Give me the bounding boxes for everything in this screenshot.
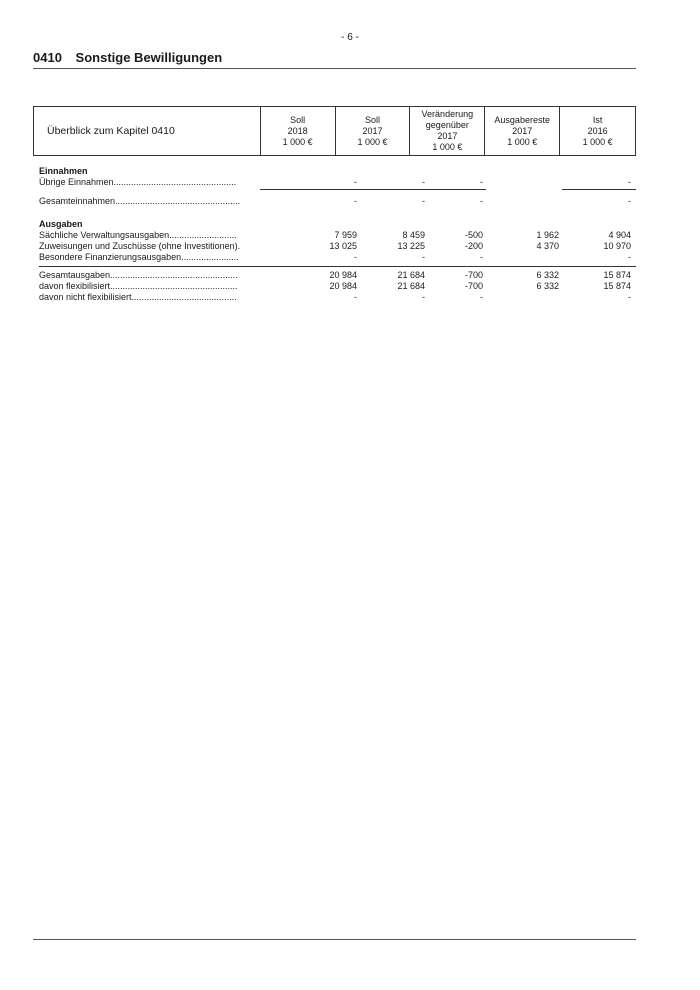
section-heading-einnahmen: Einnahmen bbox=[39, 166, 88, 176]
column-header-ausgabereste: Ausgabereste 2017 1 000 € bbox=[485, 107, 560, 155]
cell-value: -700 bbox=[464, 270, 483, 280]
cell-value: 6 332 bbox=[536, 281, 559, 291]
cell-value: 13 225 bbox=[397, 241, 425, 251]
table-row bbox=[39, 292, 636, 303]
chapter-number: 0410 bbox=[33, 50, 62, 65]
cell-value: - bbox=[422, 196, 425, 206]
cell-value: - bbox=[480, 292, 483, 302]
cell-value: - bbox=[480, 252, 483, 262]
cell-value: 21 684 bbox=[397, 270, 425, 280]
cell-value: - bbox=[422, 292, 425, 302]
cell-value: - bbox=[354, 252, 357, 262]
cell-value: 4 904 bbox=[608, 230, 631, 240]
cell-value: - bbox=[422, 177, 425, 187]
cell-value: - bbox=[628, 292, 631, 302]
overview-label: Überblick zum Kapitel 0410 bbox=[34, 107, 261, 155]
column-header-soll-2017: Soll 2017 1 000 € bbox=[336, 107, 411, 155]
cell-value: - bbox=[628, 252, 631, 262]
column-header-ist-2016: Ist 2016 1 000 € bbox=[582, 114, 613, 147]
row-label: davon nicht flexibilisiert.......................................... bbox=[39, 292, 237, 302]
cell-value: -500 bbox=[464, 230, 483, 240]
cell-value: 6 332 bbox=[536, 270, 559, 280]
cell-value: 20 984 bbox=[329, 270, 357, 280]
row-label: Zuweisungen und Zuschüsse (ohne Investitionen). bbox=[39, 241, 241, 251]
table-row bbox=[39, 230, 636, 241]
row-label: Besondere Finanzierungsausgaben....................... bbox=[39, 252, 239, 262]
footer-divider bbox=[33, 939, 636, 940]
cell-value: 15 874 bbox=[603, 281, 631, 291]
cell-value: 13 025 bbox=[329, 241, 357, 251]
table-row-total bbox=[39, 196, 636, 207]
chapter-name: Sonstige Bewilligungen bbox=[75, 50, 223, 65]
cell-value: -700 bbox=[464, 281, 483, 291]
cell-value: - bbox=[422, 252, 425, 262]
row-label: Sächliche Verwaltungsausgaben........................... bbox=[39, 230, 237, 240]
cell-value: - bbox=[354, 292, 357, 302]
table-row bbox=[39, 281, 636, 292]
row-label: Gesamteinnahmen.................................................. bbox=[39, 196, 241, 206]
overview-table-header bbox=[33, 106, 636, 156]
section-heading-ausgaben: Ausgaben bbox=[39, 219, 83, 229]
table-row bbox=[39, 252, 636, 263]
table-row bbox=[39, 241, 636, 252]
cell-value: -200 bbox=[464, 241, 483, 251]
cell-value: 10 970 bbox=[603, 241, 631, 251]
cell-value: 8 459 bbox=[402, 230, 425, 240]
row-label: davon flexibilisiert................................................... bbox=[39, 281, 238, 291]
divider bbox=[39, 266, 636, 267]
cell-value: 20 984 bbox=[329, 281, 357, 291]
cell-value: - bbox=[628, 177, 631, 187]
cell-value: 21 684 bbox=[397, 281, 425, 291]
cell-value: - bbox=[354, 196, 357, 206]
divider bbox=[260, 189, 486, 190]
row-label: Übrige Einnahmen................................................. bbox=[39, 177, 237, 187]
column-header-soll-2018: Soll 2018 1 000 € bbox=[261, 107, 336, 155]
cell-value: - bbox=[480, 177, 483, 187]
chapter-title bbox=[33, 50, 636, 69]
table-row bbox=[39, 177, 636, 188]
cell-value: 4 370 bbox=[536, 241, 559, 251]
cell-value: - bbox=[628, 196, 631, 206]
cell-value: 7 959 bbox=[334, 230, 357, 240]
cell-value: 15 874 bbox=[603, 270, 631, 280]
row-label: Gesamtausgaben................................................... bbox=[39, 270, 238, 280]
divider bbox=[562, 189, 636, 190]
page-number: - 6 - bbox=[341, 32, 359, 43]
cell-value: - bbox=[480, 196, 483, 206]
cell-value: - bbox=[354, 177, 357, 187]
cell-value: 1 962 bbox=[536, 230, 559, 240]
table-row-total bbox=[39, 270, 636, 281]
column-header-veraenderung: Veränderung gegenüber 2017 1 000 € bbox=[410, 107, 485, 155]
